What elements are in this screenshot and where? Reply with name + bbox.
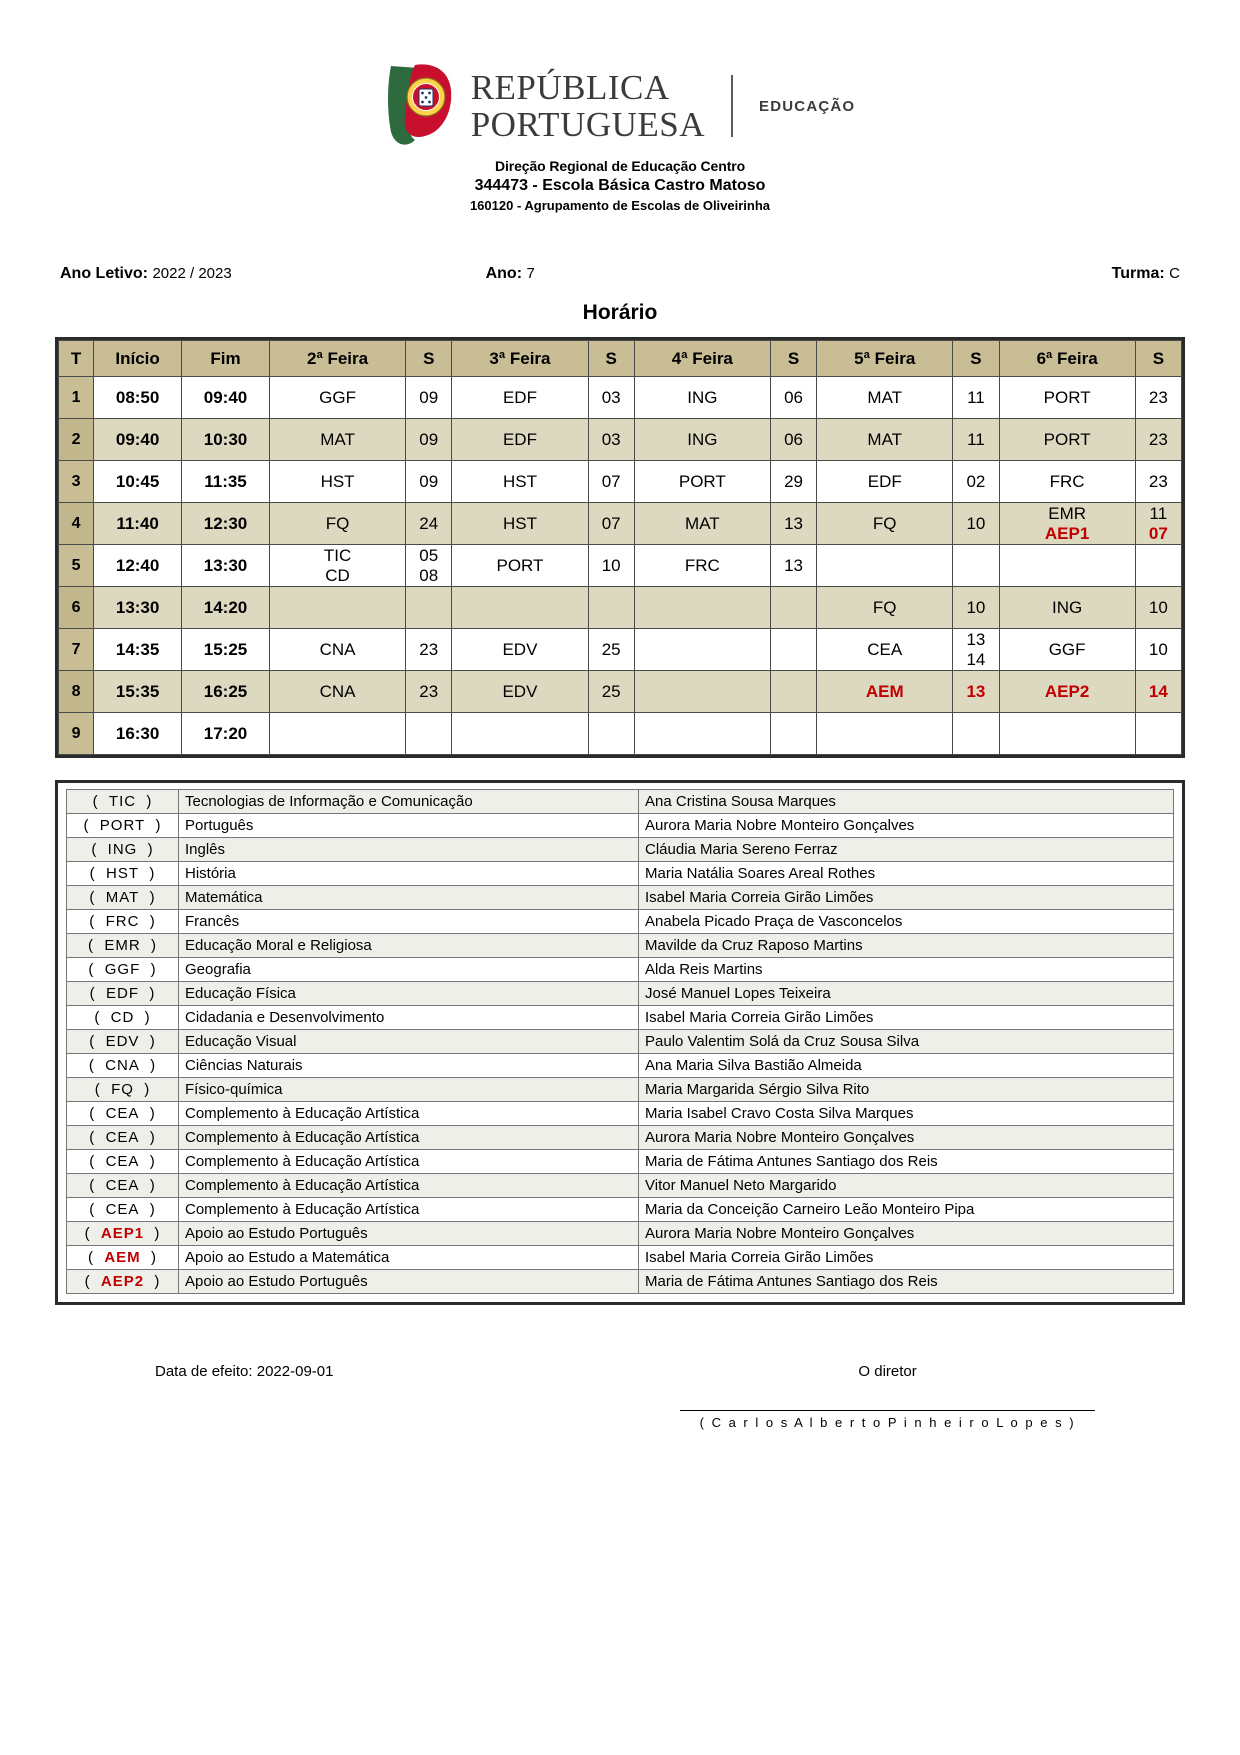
timetable-end-time: 15:25 [182,629,270,671]
timetable-room-cell [406,587,452,629]
timetable-col-header-4: S [406,341,452,377]
timetable-room-cell: 09 [406,419,452,461]
legend-teacher-name: Vitor Manuel Neto Margarido [639,1174,1174,1198]
subject-legend-body [67,790,1174,1294]
timetable-subject-cell: ING [634,419,770,461]
timetable-col-header-9: 5ª Feira [817,341,953,377]
legend-code-cell: ( MAT ) [67,886,179,910]
timetable-room-cell: 02 [953,461,999,503]
room-number: 08 [419,565,439,585]
timetable-subject-cell [999,503,1135,545]
legend-subject-name: Português [179,814,639,838]
page-title: Horário [582,301,658,324]
timetable-room-cell: 06 [770,377,816,419]
timetable-body [59,377,1182,755]
subject-code: CD [325,565,350,585]
legend-teacher-name: Maria de Fátima Antunes Santiago dos Reis [639,1150,1174,1174]
subject-code: EMR [1048,504,1087,524]
timetable-room-cell: 10 [953,587,999,629]
republica-portuguesa-flag-icon [385,62,457,150]
legend-subject-code: EDV [105,1033,140,1050]
timetable-room-cell [406,713,452,755]
legend-subject-code: GGF [104,961,141,978]
legend-subject-code: CEA [105,1105,140,1122]
timetable-room-cell: 10 [1135,587,1181,629]
legend-subject-name: Francês [179,910,639,934]
timetable-room-cell: 23 [1135,461,1181,503]
timetable-slot-number: 4 [59,503,94,545]
timetable-room-cell: 07 [588,461,634,503]
legend-row [67,982,1174,1006]
legend-row [67,1270,1174,1294]
timetable-subject-cell [634,587,770,629]
timetable-room-cell: 10 [1135,629,1181,671]
legend-code-cell: ( FQ ) [67,1078,179,1102]
legend-subject-code: ING [107,841,138,858]
legend-subject-code: AEM [104,1249,141,1266]
timetable-subject-cell: MAT [634,503,770,545]
legend-teacher-name: Aurora Maria Nobre Monteiro Gonçalves [639,1222,1174,1246]
timetable-room-cell: 10 [953,503,999,545]
timetable-room-cell [1135,503,1181,545]
timetable-start-time: 15:35 [94,671,182,713]
timetable-start-time: 10:45 [94,461,182,503]
brand-line-1: REPÚBLICA [470,67,670,107]
timetable-room-cell: 25 [588,629,634,671]
director-label: O diretor [858,1363,917,1380]
legend-teacher-name: Isabel Maria Correia Girão Limões [639,1006,1174,1030]
legend-subject-code: FRC [105,913,140,930]
legend-subject-code: AEP2 [100,1273,145,1290]
timetable-col-header-10: S [953,341,999,377]
room-number: 07 [1148,523,1168,543]
timetable-slot-number: 7 [59,629,94,671]
legend-code-cell: ( CEA ) [67,1126,179,1150]
room-number: 11 [1149,504,1168,524]
timetable [58,340,1182,755]
timetable-row [59,419,1182,461]
timetable-room-cell: 23 [406,671,452,713]
legend-subject-name: Inglês [179,838,639,862]
timetable-room-cell: 25 [588,671,634,713]
legend-row [67,1174,1174,1198]
legend-row [67,1006,1174,1030]
timetable-subject-cell: CNA [269,629,405,671]
legend-teacher-name: Cláudia Maria Sereno Ferraz [639,838,1174,862]
timetable-container [55,337,1185,758]
legend-subject-name: Complemento à Educação Artística [179,1126,639,1150]
timetable-room-cell: 23 [406,629,452,671]
legend-row [67,1246,1174,1270]
legend-subject-name: Matemática [179,886,639,910]
timetable-subject-cell: PORT [634,461,770,503]
timetable-slot-number: 8 [59,671,94,713]
timetable-subject-cell: FQ [269,503,405,545]
timetable-start-time: 08:50 [94,377,182,419]
timetable-subject-cell: FRC [999,461,1135,503]
timetable-room-cell [406,545,452,587]
timetable-subject-cell: EDF [452,377,588,419]
legend-teacher-name: José Manuel Lopes Teixeira [639,982,1174,1006]
legend-subject-code: CEA [105,1153,140,1170]
timetable-subject-cell [634,713,770,755]
timetable-col-header-0: T [59,341,94,377]
timetable-subject-cell: EDF [452,419,588,461]
timetable-subject-cell [269,587,405,629]
legend-teacher-name: Maria Margarida Sérgio Silva Rito [639,1078,1174,1102]
subject-code: TIC [323,546,352,566]
legend-row [67,862,1174,886]
subject-legend-table [66,789,1174,1294]
legend-subject-code: CD [110,1009,135,1026]
timetable-slot-number: 3 [59,461,94,503]
legend-subject-code: AEP1 [100,1225,145,1242]
legend-row [67,790,1174,814]
timetable-subject-cell: GGF [999,629,1135,671]
legend-code-cell: ( CEA ) [67,1174,179,1198]
legend-code-cell: ( CEA ) [67,1102,179,1126]
timetable-col-header-6: S [588,341,634,377]
timetable-subject-cell: PORT [999,419,1135,461]
timetable-row [59,377,1182,419]
legend-row [67,910,1174,934]
timetable-room-cell: 29 [770,461,816,503]
legend-code-cell: ( GGF ) [67,958,179,982]
timetable-subject-cell: PORT [999,377,1135,419]
legend-subject-code: CEA [105,1201,140,1218]
class-field [844,265,1180,283]
timetable-room-cell [1135,545,1181,587]
room-number: 13 [966,630,986,650]
timetable-room-cell: 03 [588,377,634,419]
timetable-end-time: 09:40 [182,377,270,419]
timetable-row [59,545,1182,587]
legend-subject-code: EMR [104,937,141,954]
timetable-room-cell: 23 [1135,419,1181,461]
timetable-subject-cell [452,587,588,629]
timetable-subject-cell [634,629,770,671]
legend-row [67,1126,1174,1150]
timetable-subject-cell [817,545,953,587]
legend-subject-name: Físico-química [179,1078,639,1102]
legend-subject-code: CEA [105,1129,140,1146]
timetable-row [59,461,1182,503]
timetable-subject-cell: GGF [269,377,405,419]
timetable-subject-cell [452,713,588,755]
legend-subject-name: Ciências Naturais [179,1054,639,1078]
timetable-end-time: 13:30 [182,545,270,587]
timetable-end-time: 17:20 [182,713,270,755]
brand-line-2: PORTUGUESA [470,105,706,144]
timetable-room-cell: 13 [953,671,999,713]
legend-teacher-name: Mavilde da Cruz Raposo Martins [639,934,1174,958]
timetable-room-cell: 03 [588,419,634,461]
legend-subject-name: Complemento à Educação Artística [179,1102,639,1126]
timetable-room-cell: 24 [406,503,452,545]
legend-subject-code: CNA [105,1057,140,1074]
timetable-subject-cell: FRC [634,545,770,587]
timetable-room-cell: 09 [406,461,452,503]
timetable-room-cell: 14 [1135,671,1181,713]
timetable-row [59,671,1182,713]
timetable-subject-cell: MAT [817,419,953,461]
legend-subject-code: TIC [108,793,137,810]
legend-row [67,1030,1174,1054]
legend-subject-name: Apoio ao Estudo Português [179,1222,639,1246]
document-header [55,0,1185,150]
legend-teacher-name: Aurora Maria Nobre Monteiro Gonçalves [639,1126,1174,1150]
legend-teacher-name: Maria da Conceição Carneiro Leão Monteiro Pipa [639,1198,1174,1222]
legend-subject-name: Tecnologias de Informação e Comunicação [179,790,639,814]
legend-code-cell: ( ING ) [67,838,179,862]
timetable-start-time: 13:30 [94,587,182,629]
timetable-slot-number: 9 [59,713,94,755]
legend-subject-name: Complemento à Educação Artística [179,1198,639,1222]
timetable-room-cell: 07 [588,503,634,545]
timetable-slot-number: 1 [59,377,94,419]
legend-teacher-name: Maria de Fátima Antunes Santiago dos Reis [639,1270,1174,1294]
timetable-end-time: 10:30 [182,419,270,461]
legend-teacher-name: Aurora Maria Nobre Monteiro Gonçalves [639,814,1174,838]
legend-row [67,1150,1174,1174]
legend-subject-code: HST [106,865,139,882]
timetable-subject-cell: FQ [817,587,953,629]
timetable-end-time: 14:20 [182,587,270,629]
director-name: ( C a r l o s A l b e r t o P i n h e i r o L o p e s ) [699,1415,1076,1430]
legend-teacher-name: Maria Isabel Cravo Costa Silva Marques [639,1102,1174,1126]
legend-subject-name: Complemento à Educação Artística [179,1174,639,1198]
ministry-label: EDUCAÇÃO [759,97,856,115]
timetable-room-cell: 06 [770,419,816,461]
timetable-slot-number: 2 [59,419,94,461]
timetable-row [59,503,1182,545]
school-name-line: 344473 - Escola Básica Castro Matoso [474,177,766,194]
legend-teacher-name: Isabel Maria Correia Girão Limões [639,886,1174,910]
legend-subject-name: Geografia [179,958,639,982]
timetable-room-cell: 13 [770,545,816,587]
legend-code-cell: ( EMR ) [67,934,179,958]
timetable-room-cell [953,629,999,671]
legend-teacher-name: Isabel Maria Correia Girão Limões [639,1246,1174,1270]
legend-code-cell: ( CNA ) [67,1054,179,1078]
legend-row [67,958,1174,982]
timetable-room-cell [588,587,634,629]
legend-code-cell: ( AEP2 ) [67,1270,179,1294]
timetable-subject-cell [817,713,953,755]
timetable-subject-cell [269,713,405,755]
legend-subject-name: Cidadania e Desenvolvimento [179,1006,639,1030]
legend-subject-name: Apoio ao Estudo Português [179,1270,639,1294]
timetable-row [59,587,1182,629]
timetable-col-header-8: S [770,341,816,377]
legend-subject-code: CEA [105,1177,140,1194]
timetable-col-header-2: Fim [182,341,270,377]
timetable-subject-cell [999,713,1135,755]
timetable-slot-number: 5 [59,545,94,587]
legend-row [67,934,1174,958]
timetable-room-cell [770,629,816,671]
timetable-col-header-1: Início [94,341,182,377]
timetable-start-time: 12:40 [94,545,182,587]
legend-subject-name: Educação Visual [179,1030,639,1054]
legend-row [67,838,1174,862]
grade-field [486,265,844,283]
timetable-subject-cell: FQ [817,503,953,545]
timetable-room-cell: 23 [1135,377,1181,419]
timetable-row [59,629,1182,671]
timetable-room-cell: 09 [406,377,452,419]
regional-directorate-line: Direção Regional de Educação Centro [494,158,746,174]
timetable-room-cell: 11 [953,419,999,461]
legend-subject-name: Educação Física [179,982,639,1006]
legend-code-cell: ( TIC ) [67,790,179,814]
timetable-room-cell [770,713,816,755]
timetable-subject-cell: HST [452,461,588,503]
legend-code-cell: ( CEA ) [67,1150,179,1174]
school-year-value: 2022 / 2023 [152,265,232,282]
timetable-room-cell [953,713,999,755]
brand-wordmark [471,69,705,143]
legend-teacher-name: Alda Reis Martins [639,958,1174,982]
timetable-start-time: 11:40 [94,503,182,545]
timetable-slot-number: 6 [59,587,94,629]
legend-code-cell: ( AEM ) [67,1246,179,1270]
subject-legend-container [55,780,1185,1305]
timetable-header-row [59,341,1182,377]
school-group-line: 160120 - Agrupamento de Escolas de Oliveirinha [469,198,771,213]
legend-row [67,1222,1174,1246]
room-number: 05 [419,546,439,566]
timetable-room-cell [588,713,634,755]
timetable-subject-cell: EDV [452,671,588,713]
meta-row [55,265,1185,283]
timetable-room-cell: 10 [588,545,634,587]
legend-code-cell: ( CEA ) [67,1198,179,1222]
grade-label: Ano: [485,265,523,282]
legend-row [67,1198,1174,1222]
signature-line [680,1410,1095,1411]
timetable-head [59,341,1182,377]
room-number: 14 [966,649,986,669]
timetable-room-cell: 11 [953,377,999,419]
legend-teacher-name: Ana Maria Silva Bastião Almeida [639,1054,1174,1078]
legend-code-cell: ( EDV ) [67,1030,179,1054]
legend-subject-code: EDF [106,985,139,1002]
timetable-subject-cell [269,545,405,587]
timetable-col-header-12: S [1135,341,1181,377]
timetable-subject-cell: CNA [269,671,405,713]
legend-teacher-name: Maria Natália Soares Areal Rothes [639,862,1174,886]
legend-subject-code: PORT [99,817,146,834]
timetable-subject-cell: HST [452,503,588,545]
legend-code-cell: ( CD ) [67,1006,179,1030]
legend-row [67,1102,1174,1126]
timetable-col-header-7: 4ª Feira [634,341,770,377]
legend-subject-name: Educação Moral e Religiosa [179,934,639,958]
legend-subject-name: Complemento à Educação Artística [179,1150,639,1174]
timetable-end-time: 11:35 [182,461,270,503]
timetable-subject-cell [634,671,770,713]
timetable-subject-cell: CEA [817,629,953,671]
timetable-col-header-11: 6ª Feira [999,341,1135,377]
timetable-room-cell [1135,713,1181,755]
legend-row [67,1078,1174,1102]
legend-subject-name: História [179,862,639,886]
timetable-end-time: 16:25 [182,671,270,713]
timetable-row [59,713,1182,755]
legend-code-cell: ( HST ) [67,862,179,886]
timetable-subject-cell: AEP2 [999,671,1135,713]
timetable-subject-cell: EDF [817,461,953,503]
timetable-start-time: 16:30 [94,713,182,755]
legend-subject-code: MAT [105,889,140,906]
timetable-col-header-3: 2ª Feira [269,341,405,377]
timetable-start-time: 09:40 [94,419,182,461]
legend-code-cell: ( EDF ) [67,982,179,1006]
timetable-subject-cell: HST [269,461,405,503]
legend-row [67,1054,1174,1078]
timetable-subject-cell [999,545,1135,587]
timetable-room-cell [953,545,999,587]
timetable-room-cell [770,671,816,713]
timetable-room-cell [770,587,816,629]
class-label: Turma: [1111,265,1165,282]
document-footer [55,1363,1185,1430]
timetable-start-time: 14:35 [94,629,182,671]
legend-row [67,814,1174,838]
legend-teacher-name: Paulo Valentim Solá da Cruz Sousa Silva [639,1030,1174,1054]
legend-code-cell: ( PORT ) [67,814,179,838]
director-block [630,1363,1145,1430]
legend-teacher-name: Ana Cristina Sousa Marques [639,790,1174,814]
timetable-col-header-5: 3ª Feira [452,341,588,377]
legend-teacher-name: Anabela Picado Praça de Vasconcelos [639,910,1174,934]
legend-code-cell: ( AEP1 ) [67,1222,179,1246]
brand-divider [731,75,733,137]
timetable-subject-cell: MAT [269,419,405,461]
subject-code: AEP1 [1044,523,1090,543]
timetable-subject-cell: ING [999,587,1135,629]
timetable-subject-cell: EDV [452,629,588,671]
school-year-label: Ano Letivo: [60,265,148,282]
legend-row [67,886,1174,910]
legend-subject-code: FQ [111,1081,134,1098]
class-value: C [1169,265,1180,282]
timetable-subject-cell: AEM [817,671,953,713]
legend-subject-name: Apoio ao Estudo a Matemática [179,1246,639,1270]
timetable-subject-cell: PORT [452,545,588,587]
timetable-room-cell: 13 [770,503,816,545]
legend-code-cell: ( FRC ) [67,910,179,934]
school-year-field [60,265,486,283]
school-identification [55,158,1185,213]
timetable-end-time: 12:30 [182,503,270,545]
timetable-subject-cell: MAT [817,377,953,419]
effective-date: Data de efeito: 2022-09-01 [155,1363,334,1380]
grade-value: 7 [526,265,535,282]
timetable-subject-cell: ING [634,377,770,419]
